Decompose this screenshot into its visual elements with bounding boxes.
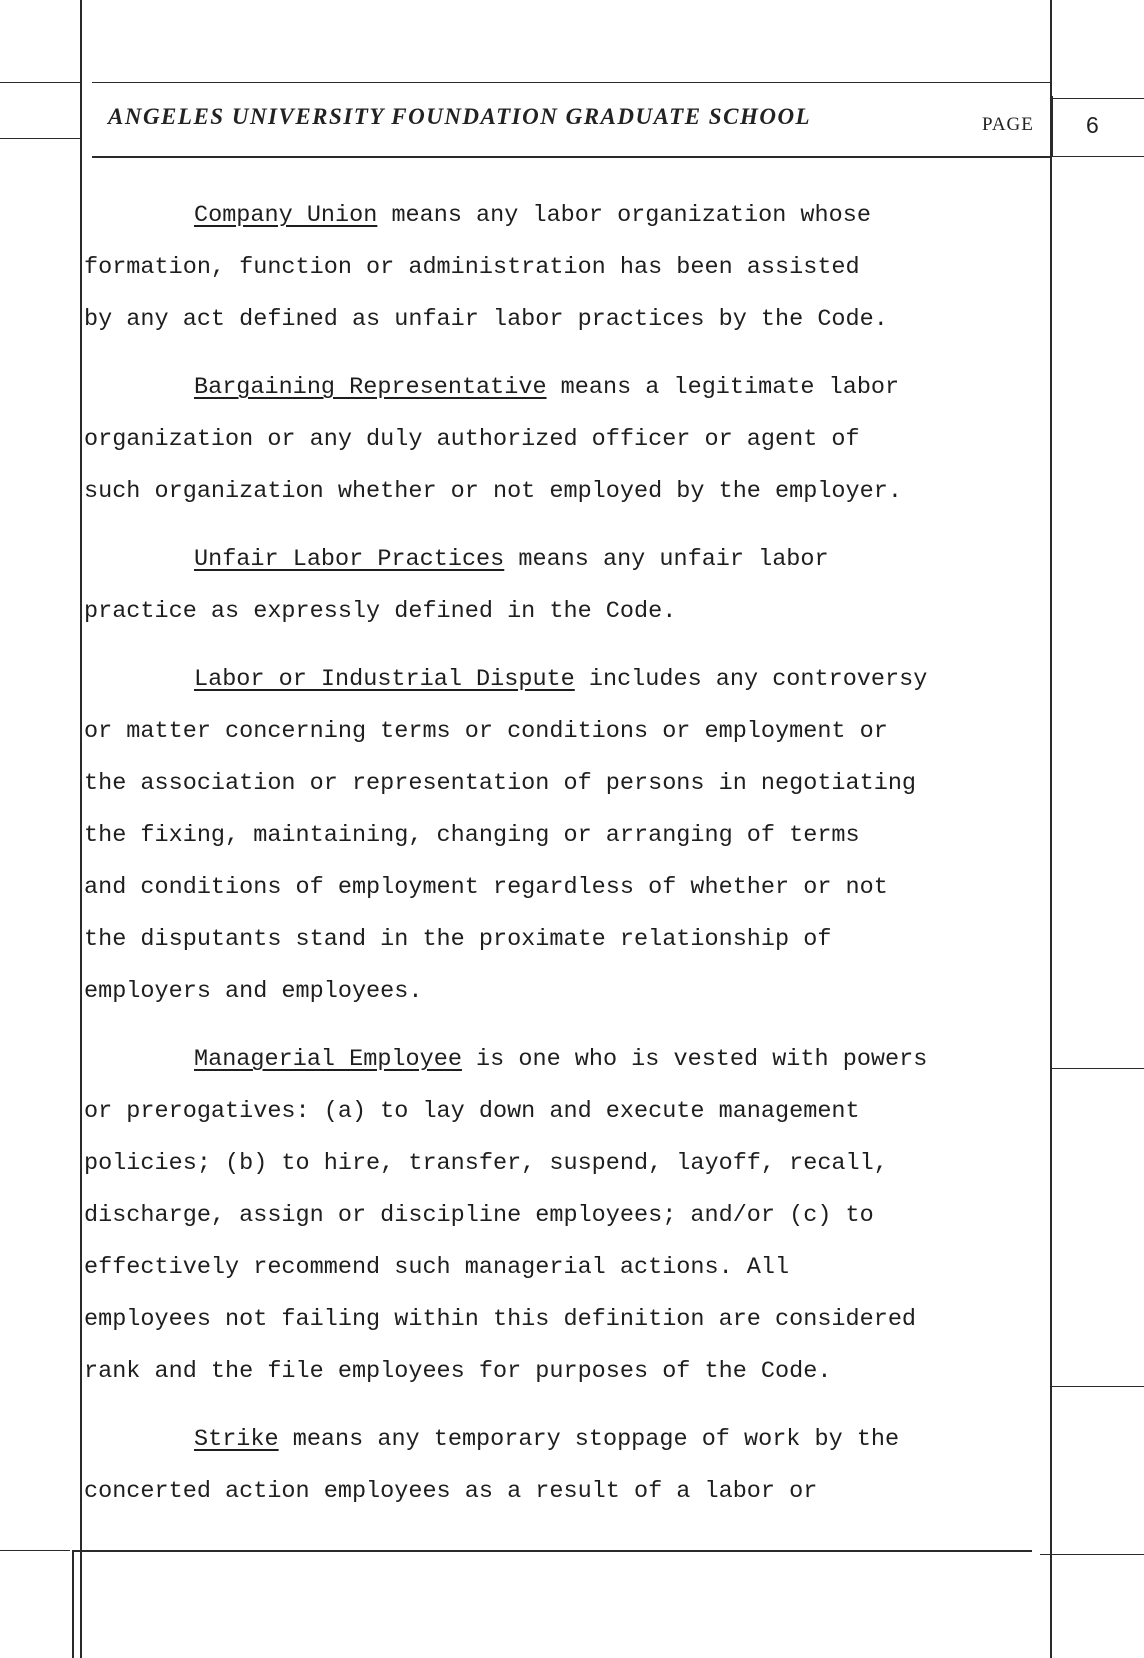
- defined-term: Bargaining Representative: [194, 374, 547, 401]
- header-bottom-rule: [92, 156, 1052, 158]
- definition-strike: [84, 1414, 1044, 1518]
- definition-text: means a legitimate labor: [546, 374, 900, 401]
- definition-line: or prerogatives: (a) to lay down and execute management: [84, 1098, 860, 1125]
- definition-line: the disputants stand in the proximate relationship of: [84, 926, 832, 953]
- right-margin-rule: [1050, 0, 1052, 1658]
- definition-bargaining-representative: [84, 362, 1044, 518]
- left-edge-mark-header: [0, 138, 80, 139]
- footer-rule: [72, 1550, 1032, 1552]
- definition-line: the fixing, maintaining, changing or arranging of terms: [84, 822, 860, 849]
- definition-unfair-labor-practices: [84, 534, 1044, 638]
- page-label: PAGE: [982, 114, 1034, 135]
- defined-term: Labor or Industrial Dispute: [194, 666, 575, 693]
- definition-first-line: [84, 1034, 1044, 1086]
- definition-text: means any unfair labor: [504, 546, 829, 573]
- left-margin-rule: [80, 0, 82, 1658]
- page-header-title: ANGELES UNIVERSITY FOUNDATION GRADUATE SCHOOL: [108, 104, 812, 129]
- left-margin-rule-lower: [72, 1552, 74, 1658]
- definition-text: means any temporary stoppage of work by the: [278, 1426, 900, 1453]
- definition-line: concerted action employees as a result of a labor or: [84, 1478, 818, 1505]
- definition-first-line: [84, 654, 1044, 706]
- definition-first-line: [84, 534, 1044, 586]
- definition-company-union: [84, 190, 1044, 346]
- definition-line: effectively recommend such managerial actions. All: [84, 1254, 790, 1281]
- definition-line: practice as expressly defined in the Code.: [84, 598, 677, 625]
- definition-first-line: [84, 1414, 1044, 1466]
- definition-line: discharge, assign or discipline employees; and/or (c) to: [84, 1202, 874, 1229]
- defined-term: Company Union: [194, 202, 378, 229]
- definition-line: rank and the file employees for purposes of the Code.: [84, 1358, 832, 1385]
- page-number: 6: [1086, 112, 1099, 138]
- definition-text: is one who is vested with powers: [461, 1046, 928, 1073]
- definition-first-line: [84, 190, 1044, 242]
- definition-line: policies; (b) to hire, transfer, suspend, layoff, recall,: [84, 1150, 888, 1177]
- right-edge-mark-mid: [1052, 1068, 1144, 1069]
- definition-line: by any act defined as unfair labor practices by the Code.: [84, 306, 888, 333]
- definition-first-line: [84, 362, 1044, 414]
- defined-term: Managerial Employee: [194, 1046, 462, 1073]
- right-edge-mark-lower: [1052, 1386, 1144, 1387]
- header-top-rule: [92, 82, 1052, 83]
- definition-line: and conditions of employment regardless of whether or not: [84, 874, 888, 901]
- definition-line: or matter concerning terms or conditions or employment or: [84, 718, 888, 745]
- definition-line: employees not failing within this definition are considered: [84, 1306, 917, 1333]
- definition-text: includes any controversy: [574, 666, 928, 693]
- definition-line: employers and employees.: [84, 978, 423, 1005]
- page-box-divider: [1052, 96, 1053, 156]
- defined-term: Strike: [194, 1426, 279, 1453]
- definition-line: the association or representation of persons in negotiating: [84, 770, 917, 797]
- definition-line: such organization whether or not employed by the employer.: [84, 478, 902, 505]
- right-edge-mark-bottom: [1040, 1554, 1144, 1555]
- defined-term: Unfair Labor Practices: [194, 546, 505, 573]
- right-edge-mark-top: [1052, 98, 1144, 99]
- right-edge-mark-header: [1052, 156, 1144, 157]
- definition-line: formation, function or administration has been assisted: [84, 254, 860, 281]
- definition-managerial-employee: [84, 1034, 1044, 1398]
- definition-text: means any labor organization whose: [377, 202, 871, 229]
- left-edge-mark-bottom: [0, 1550, 70, 1551]
- definition-labor-dispute: [84, 654, 1044, 1018]
- document-body: [84, 190, 1044, 1534]
- left-edge-mark-top: [0, 82, 80, 83]
- definition-line: organization or any duly authorized officer or agent of: [84, 426, 860, 453]
